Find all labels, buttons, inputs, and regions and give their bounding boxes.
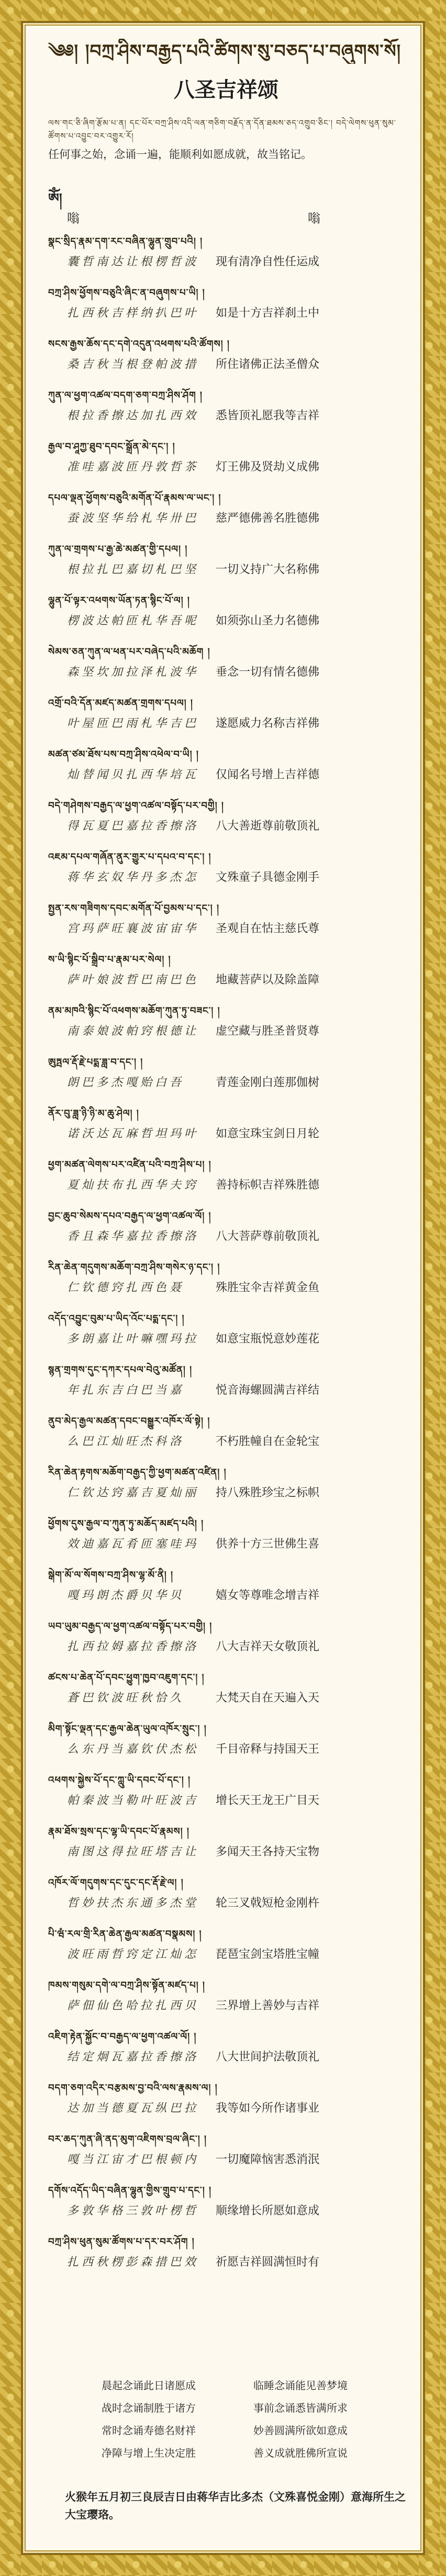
verse-transliteration: 根拉香擦达加扎西效: [67, 409, 199, 422]
verse-chinese: 所住诸佛正法圣僧众: [216, 358, 320, 371]
verse-chinese: 垂念一切有情名德佛: [216, 666, 320, 679]
verse-transliteration: 楞波达帕匝札华吾呢: [67, 614, 199, 628]
verse-transliteration: 仁钦德窍扎西色聂: [67, 1281, 185, 1294]
verse-transliteration: 得瓦夏巴嘉拉香擦洛: [67, 820, 199, 833]
dedication-line: 晨起念诵此日诸愿成: [102, 2379, 196, 2392]
verse-transliteration: 哲妙扶杰东通多杰堂: [67, 1897, 199, 1910]
verse-tibetan: དཔལ་ལྡན་ཕྱོགས་བཅུའི་མགོན་པོ་རྣམས་ལ་ཡང་། །: [48, 492, 221, 503]
verse-row: [43, 1311, 409, 1362]
verse-transliteration: 萨佃仙色哈拉扎西贝: [67, 1999, 199, 2012]
verse-chinese: 现有清净自性任运成: [216, 255, 320, 268]
verse-transliteration: 朗巴多杰嘎贻白吾: [67, 1076, 185, 1089]
verse-tibetan: སྣང་སྲིད་རྣམ་དག་རང་བཞིན་ལྷུན་གྲུབ་པའི། །: [48, 236, 203, 247]
verse-tibetan: སྤྱན་རས་གཟིགས་དབང་མགོན་པོ་བྱམས་པ་དང་། །: [48, 903, 219, 914]
verse-chinese: 遂愿威力名称吉祥佛: [216, 717, 320, 730]
verse-chinese: 悦音海螺圆满吉祥结: [216, 1384, 320, 1397]
intro-chinese: 任何事之始，念诵一遍，能顺利如愿成就，故当铭记。: [48, 148, 312, 161]
verse-transliteration: 香且森华嘉拉香擦洛: [67, 1230, 199, 1243]
verse-tibetan: ཀུན་ལ་ཕྱག་འཚལ་བདག་ཅག་བཀྲ་ཤིས་ཤོག །: [48, 390, 203, 401]
verse-transliteration: 南泰娘波帕窍根德让: [67, 1025, 199, 1038]
verse-transliteration: 多敦华格三敦叶楞哲: [67, 2204, 199, 2217]
verse-tibetan: བྱང་ཆུབ་སེམས་དཔའ་བརྒྱད་ལ་ཕྱག་འཚལ་ལོ། །: [48, 1211, 211, 1222]
verse-transliteration: 达加当德夏瓦纵巴拉: [67, 2102, 199, 2115]
verse-row: [43, 1978, 409, 2029]
verse-transliteration: 蒼巴钦波旺秋恰久: [67, 1692, 185, 1705]
om-chinese: 嗡: [308, 211, 320, 226]
verse-chinese: 持八殊胜珍宝之标帜: [216, 1486, 320, 1499]
verse-row: [43, 542, 409, 593]
verse-transliteration: 根拉扎巴嘉切札巴坚: [67, 563, 199, 576]
verse-chinese: 八大世间护法敬顶礼: [216, 2051, 320, 2064]
verse-transliteration: 么巴江灿旺杰科洛: [67, 1435, 185, 1448]
verse-chinese: 多闻天王各持天宝物: [216, 1845, 320, 1858]
verse-tibetan: ཁམས་གསུམ་དགེ་ལ་བཀྲ་ཤིས་སྟོན་མཛད་པ། །: [48, 1980, 205, 1991]
verse-chinese: 千目帝释与持国天王: [216, 1743, 320, 1756]
verse-row: [43, 1260, 409, 1311]
verse-row: [43, 798, 409, 849]
dedication-line: 善义成就胜佛所宣说: [253, 2447, 348, 2459]
verse-tibetan: ཕྱོགས་དུས་རྒྱལ་བ་ཀུན་ཏུ་མཆོད་མཛད་པའི། །: [48, 1518, 204, 1529]
colophon: 火猴年五月初三良辰吉日由蒋华吉比多杰（文殊喜悦金刚）意海所生之大宝璎珞。: [65, 2491, 406, 2521]
verse-row: [43, 1157, 409, 1208]
verse-tibetan: ནོར་བུ་ཟླ་ཉི་ཉི་མ་ཆུ་ཤེལ། །: [48, 1108, 139, 1119]
verse-tibetan: སྒེག་མོ་ལ་སོགས་བཀྲ་ཤིས་ལྷ་མོ་ནི། །: [48, 1570, 174, 1581]
verse-tibetan: ཨུཏྤལ་རྡོ་རྗེ་པདྨ་ཟླ་བ་དང་། །: [48, 1057, 143, 1068]
dedication-line: 净障与增上生决定胜: [102, 2447, 196, 2459]
verse-tibetan: བཀྲ་ཤིས་ཕྱོགས་བཅུའི་ཞིང་ན་བཞུགས་པ་ཡི། །: [48, 287, 205, 298]
verse-tibetan: ས་ཡི་སྙིང་པོ་སྒྲིབ་པ་རྣམ་པར་སེལ། །: [48, 954, 171, 965]
verse-chinese: 地藏菩萨以及除盖障: [216, 973, 320, 987]
verse-chinese: 琵琶宝剑宝塔胜宝幢: [216, 1948, 320, 1961]
verse-tibetan: བཀྲ་ཤིས་ཕུན་སུམ་ཚོགས་པ་དར་བར་ཤོག །: [48, 2236, 195, 2247]
verse-tibetan: རིན་ཆེན་གདུགས་མཆོག་བཀྲ་ཤིས་གསེར་ཉ་དང་། །: [48, 1262, 220, 1273]
verse-transliteration: 扎西拉姆嘉拉香擦洛: [67, 1640, 199, 1653]
verse-tibetan: འཇམ་དཔལ་གཞོན་ནུར་གྱུར་པ་དཔའ་བ་དང་། །: [48, 852, 211, 863]
verse-chinese: 灯王佛及贤劫义成佛: [216, 461, 320, 474]
verse-chinese: 增长天王龙王广目天: [216, 1794, 320, 1807]
verse-row: [43, 849, 409, 901]
verse-row: [43, 1875, 409, 1927]
verse-transliteration: 嘎玛朗杰爵贝华贝: [67, 1589, 185, 1602]
verse-row: [43, 1106, 409, 1157]
verse-tibetan: འཁོར་ལོ་གདུགས་དང་དུང་དང་རྡོ་རྗེ་ལ། །: [48, 1877, 184, 1888]
verse-row: [43, 439, 409, 490]
verse-chinese: 青莲金刚白莲那伽树: [216, 1076, 320, 1089]
verse-row: [43, 1670, 409, 1721]
verse-transliteration: 诺沃达瓦麻哲坦玛叶: [67, 1127, 199, 1140]
verse-transliteration: 灿替闻贝扎西华培瓦: [67, 768, 199, 781]
intro-tibetan: ལས་གང་ཅི་ཞིག་རྩོམ་པ་ན། དང་པོར་བཀྲ་ཤིས་འདི་ལན་གཅིག་བརྗོད་ན་དོན་ཐམས་ཅད་འགྲུབ་ཅིང་། བདེ་ལེགས་ཕུན་སུམ་ཚོགས་པ་འབྱུང་བར་འགྱུར་རོ།: [48, 118, 396, 141]
verse-chinese: 供养十方三世佛生喜: [216, 1538, 320, 1551]
verse-transliteration: 蒋华玄奴华丹多杰怎: [67, 871, 199, 884]
verse-chinese: 一切魔障恼害悉消泯: [216, 2153, 320, 2166]
verse-tibetan: རིན་ཆེན་རྟགས་མཆོག་བརྒྱད་ཀྱི་ཕྱག་མཚན་འཛིན། །: [48, 1467, 227, 1478]
verse-row: [43, 2183, 409, 2234]
verse-tibetan: འཇིག་རྟེན་སྐྱོང་བ་བརྒྱད་ལ་ཕྱག་འཚལ་ལོ། །: [48, 2031, 197, 2042]
verse-tibetan: ཀུན་ལ་གྲགས་པ་རྒྱ་ཆེ་མཚན་གྱི་དཔལ། །: [48, 544, 188, 555]
verse-tibetan: ཡབ་ཡུམ་བརྒྱད་ལ་ཕྱག་འཚལ་བསྟོད་པར་བགྱི། །: [48, 1621, 213, 1632]
verse-chinese: 不朽胜幢自在金轮宝: [216, 1435, 320, 1448]
verse-transliteration: 囊哲南达让根楞哲波: [67, 255, 199, 268]
verse-transliteration: 仁钦达窍嘉吉夏灿丽: [67, 1486, 199, 1499]
verse-chinese: 我等如今所作诸事业: [216, 2102, 320, 2115]
dedication-line: 战时念诵制胜于诸方: [102, 2402, 196, 2414]
verse-row: [43, 285, 409, 337]
verse-transliteration: 南图这得拉旺塔吉让: [67, 1845, 199, 1858]
verse-tibetan: བདེ་གཤེགས་བརྒྱད་ལ་ཕྱག་འཚལ་བསྟོད་པར་བགྱི། །: [48, 800, 224, 811]
verse-row: [43, 1824, 409, 1875]
verse-tibetan: རྣམ་ཐོས་སྲས་དང་ལྷ་ཡི་དབང་པོ་རྣམས། །: [48, 1826, 189, 1837]
verse-transliteration: 年扎东吉白巴当嘉: [67, 1384, 185, 1397]
verse-chinese: 大梵天自在天遍入天: [216, 1692, 320, 1705]
verse-transliteration: 波旺雨哲窍定江灿怎: [67, 1948, 199, 1961]
verse-row: [43, 1414, 409, 1465]
verse-chinese: 悉皆顶礼愿我等吉祥: [216, 409, 320, 422]
verse-row: [43, 1465, 409, 1516]
verse-transliteration: 扎西秋吉样纳扒巴叶: [67, 307, 199, 320]
verse-row: [43, 337, 409, 388]
verse-row: [43, 901, 409, 952]
dedication-line: 妙善圆满所欲如意成: [253, 2424, 348, 2437]
verse-tibetan: སྙན་གྲགས་དུང་དཀར་དཔལ་བེའུ་མཚོན། །: [48, 1364, 193, 1375]
verse-chinese: 八大善逝尊前敬顶礼: [216, 820, 320, 833]
verse-transliteration: 多朗嘉让叶嘛嘿玛拉: [67, 1332, 199, 1346]
verse-chinese: 虚空藏与胜圣普贤尊: [216, 1025, 320, 1038]
verse-row: [43, 696, 409, 747]
verse-chinese: 八大菩萨尊前敬顶礼: [216, 1230, 320, 1243]
verse-transliteration: 准哇嘉波匝丹敦哲茶: [67, 461, 199, 474]
verse-tibetan: ནུབ་མེད་རྒྱལ་མཚན་དབང་བསྒྱུར་འཁོར་ལོ་སྟེ། །: [48, 1416, 210, 1427]
verse-chinese: 圣观自在怙主慈氏尊: [216, 922, 320, 935]
scroll-frame: [21, 21, 425, 2555]
verse-tibetan: བར་ཆད་ཀུན་ཞི་ནད་མུག་འཇིགས་བྲལ་ཞིང་། །: [48, 2134, 207, 2145]
verse-transliteration: 嘎当江宙才巴根顿内: [67, 2153, 199, 2166]
verse-row: [43, 1721, 409, 1773]
verse-row: [43, 1773, 409, 1824]
verse-row: [43, 1003, 409, 1055]
verse-row: [43, 747, 409, 798]
verse-chinese: 嬉女等尊唯念增吉祥: [216, 1589, 320, 1602]
verse-transliteration: 宫玛萨旺襄波宙宙华: [67, 922, 199, 935]
om-transliteration: 嗡: [67, 211, 80, 226]
verse-tibetan: ཕྱག་མཚན་ལེགས་པར་འཛིན་པའི་བཀྲ་ཤིས་པ། །: [48, 1159, 211, 1170]
verse-row: [43, 1567, 409, 1619]
verse-row: [43, 2234, 409, 2286]
verse-chinese: 顺缘增长所愿如意成: [216, 2204, 320, 2217]
tibetan-header: ༄༅། །བཀྲ་ཤིས་བརྒྱད་པའི་ཚིགས་སུ་བཅད་པ་བཞུགས་སོ།: [48, 41, 402, 62]
verse-chinese: 如须弥山圣力名德佛: [216, 614, 320, 628]
document-body: [43, 39, 409, 2286]
verse-transliteration: 萨叶娘波哲巴南巴色: [67, 973, 199, 987]
dedication-line: 事前念诵悉皆满所求: [253, 2402, 348, 2414]
dedication-line: 常时念诵寿德名财祥: [102, 2424, 196, 2437]
verse-tibetan: སེམས་ཅན་ཀུན་ལ་ཕན་པར་བཞེད་པའི་མཆོག །: [48, 646, 210, 657]
verse-row: [43, 388, 409, 439]
verse-tibetan: ལྷུན་པོ་ལྟར་འཕགས་ཡོན་ཏན་སྙིང་པོ་ལ། །: [48, 595, 190, 606]
verse-transliteration: 帕秦波当勒叶旺波吉: [67, 1794, 199, 1807]
verse-chinese: 文殊童子具德金刚手: [216, 871, 320, 884]
verse-row: [43, 1208, 409, 1260]
verse-row: [43, 2132, 409, 2183]
verse-row: [43, 1619, 409, 1670]
verse-chinese: 仅闻名号增上吉祥德: [216, 768, 320, 781]
verse-chinese: 八大吉祥天女敬顶礼: [216, 1640, 320, 1653]
verse-tibetan: མཚན་ཙམ་ཐོས་པས་བཀྲ་ཤིས་འཕེལ་བ་ཡི། །: [48, 749, 199, 760]
verse-tibetan: དགོས་འདོད་ཡིད་བཞིན་ལྷུན་གྱིས་གྲུབ་པ་དང་། །: [48, 2185, 211, 2196]
verse-transliteration: 夏灿扶布扎西华夫窍: [67, 1179, 199, 1192]
verse-row: [43, 234, 409, 285]
verse-tibetan: རྒྱལ་བ་ཤཱཀྱ་ཐུབ་དབང་སྒྲོན་མེ་དང་། །: [48, 441, 175, 452]
page-title: 八圣吉祥颂: [174, 78, 278, 102]
verse-transliteration: 么东丹当嘉钦伏杰松: [67, 1743, 199, 1756]
verse-tibetan: བདག་ཅག་འདིར་བརྩམས་བྱ་བའི་ལས་རྣམས་ལ། །: [48, 2082, 218, 2093]
verse-row: [43, 490, 409, 542]
verse-tibetan: འཕགས་སྐྱེས་པོ་དང་ཀླུ་ཡི་དབང་པོ་དང་། །: [48, 1775, 191, 1786]
verse-row: [43, 593, 409, 644]
verse-tibetan: པི་ཝཾ་རལ་གྲི་རིན་ཆེན་རྒྱལ་མཚན་བསྣམས། །: [48, 1929, 202, 1940]
verse-transliteration: 结定炯瓦嘉拉香擦洛: [67, 2051, 199, 2064]
verse-chinese: 如意宝珠宝剑日月轮: [216, 1127, 320, 1140]
verse-row: [43, 952, 409, 1003]
verse-list: [43, 234, 409, 2286]
verse-row: [43, 1055, 409, 1106]
verse-chinese: 慈严德佛善名胜德佛: [216, 512, 320, 525]
verse-tibetan: ཚངས་པ་ཆེན་པོ་དབང་ཕྱུག་ཁྱབ་འཇུག་དང་། །: [48, 1672, 205, 1683]
verse-row: [43, 644, 409, 696]
verse-tibetan: ནམ་མཁའི་སྙིང་པོ་འཕགས་མཆོག་ཀུན་ཏུ་བཟང་། །: [48, 1005, 220, 1016]
dedication-block: [102, 2377, 416, 2460]
verse-transliteration: 桑吉秋当根登帕波措: [67, 358, 199, 371]
om-row: [43, 205, 409, 234]
verse-row: [43, 1927, 409, 1978]
verse-chinese: 如是十方吉祥刹土中: [216, 307, 320, 320]
dedication-line: 临睡念诵能见善梦境: [253, 2379, 348, 2392]
verse-chinese: 殊胜宝伞吉祥黄金鱼: [216, 1281, 320, 1294]
verse-row: [43, 1362, 409, 1414]
verse-tibetan: མིག་སྟོང་ལྡན་དང་རྒྱལ་ཆེན་ཡུལ་འཁོར་སྲུང་། །: [48, 1723, 207, 1734]
verse-transliteration: 效迪嘉瓦肴匝塞哇玛: [67, 1538, 199, 1551]
verse-chinese: 一切义持广大名称佛: [216, 563, 320, 576]
verse-chinese: 祈愿吉祥圆满恒时有: [216, 2256, 320, 2269]
verse-tibetan: འདོད་འབྱུང་བུམ་པ་ཡིད་འོང་པདྨ་དང་། །: [48, 1313, 185, 1324]
verse-transliteration: 森坚坎加拉泽札波华: [67, 666, 199, 679]
verse-chinese: 善持标帜吉祥殊胜德: [216, 1179, 320, 1192]
verse-chinese: 轮三叉戟短枪金刚杵: [216, 1897, 320, 1910]
verse-tibetan: སངས་རྒྱས་ཆོས་དང་དགེ་འདུན་འཕགས་པའི་ཚོགས། །: [48, 339, 230, 350]
verse-transliteration: 蚕波坚华给札华卅巴: [67, 512, 199, 525]
verse-row: [43, 2029, 409, 2080]
verse-row: [43, 1516, 409, 1567]
verse-transliteration: 叶屋匝巴雨札华吉巴: [67, 717, 199, 730]
verse-chinese: 三界增上善妙与吉祥: [216, 1999, 320, 2012]
verse-transliteration: 扎西秋楞彭森措巴效: [67, 2256, 199, 2269]
verse-row: [43, 2080, 409, 2132]
om-tibetan: ཨོཾ།: [48, 191, 62, 207]
verse-tibetan: འགྲོ་བའི་དོན་མཛད་མཚན་གྲགས་དཔལ། །: [48, 698, 193, 709]
verse-chinese: 如意宝瓶悦意妙莲花: [216, 1332, 320, 1346]
